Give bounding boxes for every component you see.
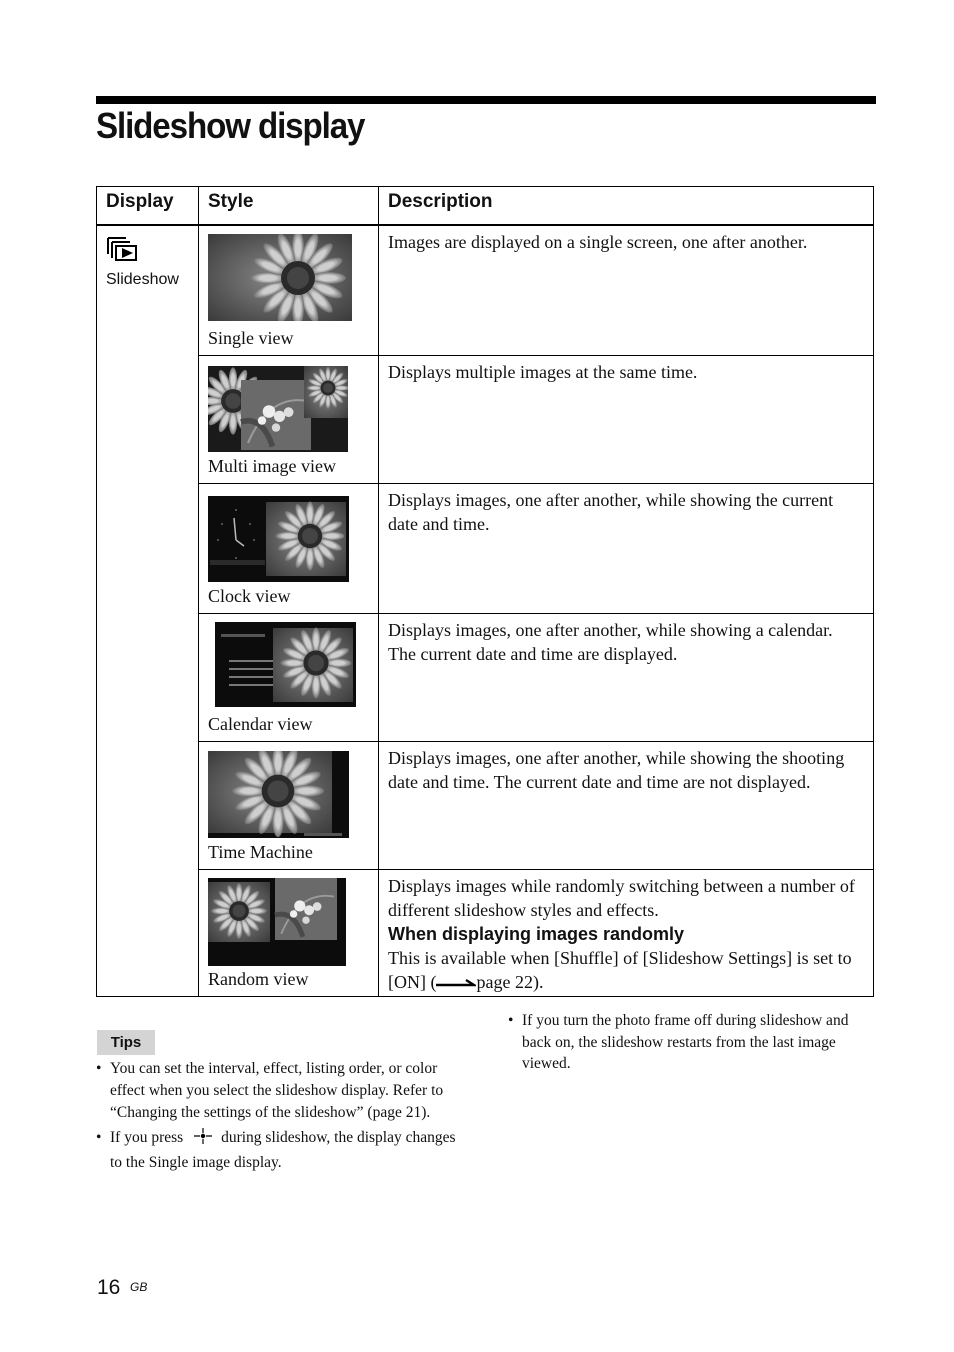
- header-display: Display: [97, 187, 199, 226]
- random-subheading: When displaying images randomly: [388, 923, 685, 944]
- list-item: • If you turn the photo frame off during slideshow and back on, the slideshow restarts from the last image viewed.: [508, 1010, 868, 1075]
- clock-view-thumbnail: [208, 496, 349, 587]
- table-row: [97, 355, 874, 483]
- style-name: Multi image view: [208, 455, 336, 476]
- arrow-icon: [436, 972, 476, 992]
- table-row: [97, 613, 874, 741]
- description-cell: [379, 225, 874, 355]
- tips-list: [96, 1058, 466, 1177]
- description-text: Displays images while randomly switching between a number of different slideshow styles and effects.: [388, 875, 855, 920]
- calendar-view-thumbnail: [215, 622, 356, 712]
- page-title: Slideshow display: [96, 105, 365, 146]
- random-note: This is available when [Shuffle] of [Slideshow Settings] is set to [ON] ( page 22).: [388, 947, 852, 992]
- slideshow-display-table: [96, 186, 874, 997]
- right-tips-list: [508, 1010, 868, 1075]
- style-name: Calendar view: [208, 713, 313, 734]
- description-cell: [379, 869, 874, 996]
- table-row: [97, 483, 874, 613]
- style-cell: [199, 869, 379, 996]
- style-name: Random view: [208, 968, 309, 989]
- style-name: Clock view: [208, 585, 291, 606]
- tips-badge: Tips: [97, 1030, 155, 1055]
- style-name: Single view: [208, 327, 294, 348]
- description-text: Images are displayed on a single screen, one after another.: [388, 232, 808, 252]
- style-cell: [199, 741, 379, 869]
- time-machine-thumbnail: [208, 751, 349, 843]
- style-name: Time Machine: [208, 841, 313, 862]
- header-description: Description: [379, 187, 874, 226]
- description-cell: [379, 613, 874, 741]
- description-text: Displays images, one after another, while showing a calendar. The current date and time are displayed.: [388, 619, 833, 664]
- table-row: [97, 225, 874, 355]
- page-number: 16: [97, 1276, 121, 1299]
- title-rule: [96, 96, 876, 104]
- style-cell: [199, 355, 379, 483]
- list-item: • You can set the interval, effect, listing order, or color effect when you select the slideshow display. Refer to “Changing the settings of the slideshow” (page 21).: [96, 1058, 466, 1124]
- multi-image-view-thumbnail: [208, 366, 348, 457]
- page-number-suffix: GB: [130, 1280, 148, 1294]
- center-button-icon: [193, 1127, 213, 1152]
- list-item: • If you press during slideshow, the display changes to the Single image display.: [96, 1127, 466, 1174]
- single-view-thumbnail: [208, 234, 352, 326]
- description-text: Displays images, one after another, while showing the shooting date and time. The current date and time are not displayed.: [388, 747, 845, 792]
- slideshow-icon: [106, 249, 138, 266]
- description-text: Displays images, one after another, while showing the current date and time.: [388, 489, 834, 534]
- table-row: [97, 869, 874, 996]
- style-cell: [199, 483, 379, 613]
- description-cell: [379, 741, 874, 869]
- description-cell: [379, 355, 874, 483]
- header-style: Style: [199, 187, 379, 226]
- description-cell: [379, 483, 874, 613]
- display-cell: [97, 225, 199, 996]
- style-cell: [199, 613, 379, 741]
- style-cell: [199, 225, 379, 355]
- description-text: Displays multiple images at the same time.: [388, 361, 698, 382]
- slideshow-label: Slideshow: [106, 271, 179, 288]
- table-row: [97, 741, 874, 869]
- random-view-thumbnail: [208, 878, 346, 971]
